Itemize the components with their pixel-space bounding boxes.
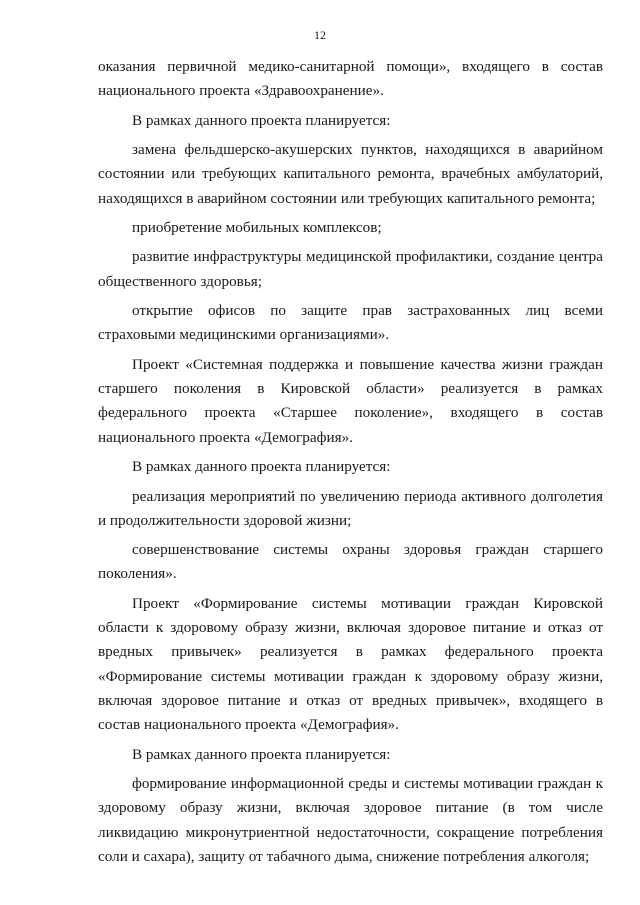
list-item: формирование информационной среды и системы мотивации граждан к здоровому образу жизни, включая здоровое питание (в том числе ликвидацию микронутриентной недостаточности, сокращение потребления соли и сахара), защиту от табачного дыма, снижение потребления алкоголя; bbox=[98, 775, 603, 866]
list-item: совершенствование системы охраны здоровья граждан старшего поколения». bbox=[98, 541, 603, 583]
list-item: замена фельдшерско-акушерских пунктов, находящихся в аварийном состоянии или требующих капитального ремонта, врачебных амбулаторий, находящихся в аварийном состоянии или требующих капитального ремонта; bbox=[98, 141, 603, 207]
paragraph: В рамках данного проекта планируется: bbox=[132, 458, 391, 476]
paragraph: В рамках данного проекта планируется: bbox=[132, 745, 391, 763]
paragraph: Проект «Формирование системы мотивации граждан Кировской области к здоровому образу жизни, включая здоровое питание и отказ от вредных привычек» реализуется в рамках федерального проекта «Формирование системы мотивации граждан к здоровому образу жизни, включая здоровое питание и отказ от вредных привычек», входящего в состав национального проекта «Демография». bbox=[98, 594, 603, 734]
document-body bbox=[98, 55, 603, 874]
list-item: открытие офисов по защите прав застрахованных лиц всеми страховыми медицинскими организациями». bbox=[98, 302, 603, 344]
paragraph: В рамках данного проекта планируется: bbox=[132, 111, 391, 129]
paragraph: Проект «Системная поддержка и повышение качества жизни граждан старшего поколения в Кировской области» реализуется в рамках федерального проекта «Старшее поколение», входящего в состав национального проекта «Демография». bbox=[98, 355, 603, 446]
paragraph-continuation: оказания первичной медико-санитарной помощи», входящего в состав национального проекта «Здравоохранение». bbox=[98, 58, 603, 100]
page-number: 12 bbox=[314, 28, 326, 42]
list-item: развитие инфраструктуры медицинской профилактики, создание центра общественного здоровья; bbox=[98, 248, 603, 290]
list-item: реализация мероприятий по увеличению периода активного долголетия и продолжительности здоровой жизни; bbox=[98, 487, 603, 529]
list-item: приобретение мобильных комплексов; bbox=[132, 219, 382, 237]
